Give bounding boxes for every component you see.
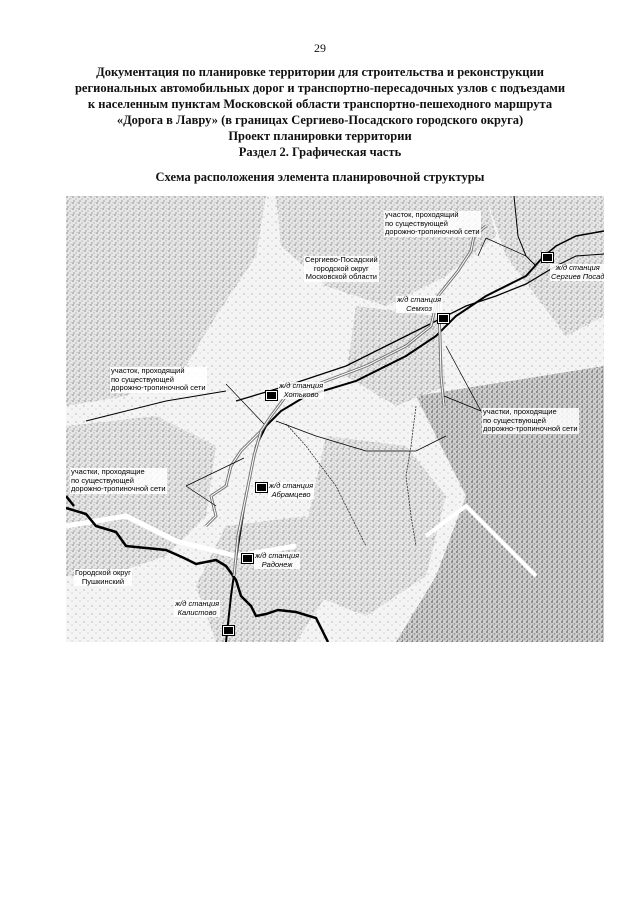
document-header [40, 64, 600, 160]
header-line: к населенным пунктам Московской области транспортно-пешеходного маршрута [87, 97, 553, 111]
header-line: Раздел 2. Графическая часть [238, 145, 402, 159]
railway-station-icon [438, 314, 449, 323]
railway-station-icon [266, 391, 277, 400]
station-label-radonezh: ж/д станция Радонеж [255, 551, 300, 569]
station-label-kalistovo: ж/д станция Калистово [175, 599, 220, 617]
region-label-pushkinsky: Городской округ Пушкинский [75, 568, 131, 586]
railway-station-icon [542, 253, 553, 262]
callout-left-low: участки, проходящие по существующей дорожно-тропиночной сети [71, 467, 166, 493]
scheme-map [66, 196, 604, 642]
station-label-sergiev-posad: ж/д станция Сергиев Посад [551, 263, 604, 281]
station-label-semhoz: ж/д станция Семхоз [397, 295, 442, 313]
station-label-abramtsevo: ж/д станция Абрамцево [269, 481, 314, 499]
callout-left-mid: участок, проходящий по существующей дорожно-тропиночной сети [111, 366, 206, 392]
header-line: Проект планировки территории [228, 129, 412, 143]
railway-station-icon [242, 554, 253, 563]
railway-station-icon [256, 483, 267, 492]
page-number: 29 [314, 41, 326, 55]
header-line: Документация по планировке территории для строительства и реконструкции [96, 65, 544, 79]
map-title: Схема расположения элемента планировочной структуры [155, 170, 485, 184]
header-line: региональных автомобильных дорог и транспортно-пересадочных узлов с подъездами [74, 81, 566, 95]
callout-right-mid: участки, проходящие по существующей дорожно-тропиночной сети [483, 407, 578, 433]
callout-top: участок, проходящий по существующей дорожно-тропиночной сети [385, 210, 480, 236]
header-line: «Дорога в Лавру» (в границах Сергиево-Посадского городского округа) [116, 113, 524, 127]
region-label-sergiev-posad: Сергиево-Посадский городской округ Московской области [305, 255, 378, 281]
station-label-hotkovo: ж/д станция Хотьково [279, 381, 324, 399]
railway-station-icon [223, 626, 234, 635]
